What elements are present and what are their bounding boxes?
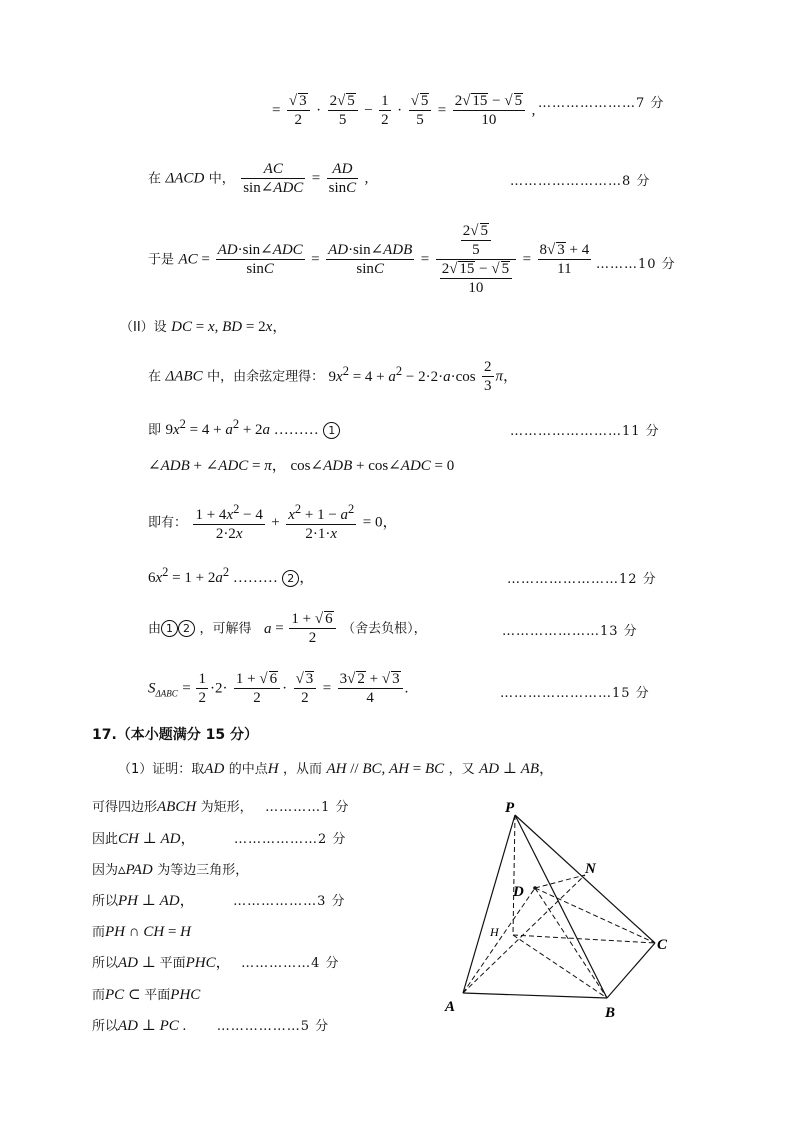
part2-setup: （II）设 DC = x, BD = 2x， xyxy=(120,319,288,335)
q17-title: 17.（本小题满分 15 分） xyxy=(92,727,259,743)
score-mark-7: …………………7 分 xyxy=(538,96,665,111)
vertex-label-c: C xyxy=(657,937,668,953)
circle-label-2: 2 xyxy=(282,570,299,587)
vertex-label-h: H xyxy=(490,925,499,939)
proof-line-3: 因为▵PAD 为等边三角形， xyxy=(92,862,249,878)
vertex-label-a: A xyxy=(445,999,456,1015)
proof-line-7: 而PC ⊂ 平面PHC xyxy=(92,987,201,1003)
score-mark-13: …………………13 分 xyxy=(502,624,638,639)
text-in-acd: 在 xyxy=(148,171,162,187)
solve-line: 由 1 2 ，可解得 a = $\frac{1 + √ 6}{2}$ （舍去负根）， xyxy=(148,611,427,646)
equation-1: 即 $9x^2 = 4 + a^2 + 2a$ ……… 1 xyxy=(148,418,340,439)
q17-line-1: （1）证明：取AD 的中点H ，从而 AH // BC, AH = BC ，又 AD ⊥ AB， xyxy=(118,761,555,777)
circle-label-1: 1 xyxy=(323,422,340,439)
equation-line-8: 在 ΔACD 中， $\frac{AC}{\text{sin∠ADC}}$ = $\frac{AD}{\sin C}$ , xyxy=(148,161,369,196)
pyramid-figure xyxy=(435,795,695,1025)
angle-sum-line: ∠ADB + ∠ADC = π， cos∠ADB + cos∠ADC = 0 xyxy=(148,458,455,474)
vertex-label-p: P xyxy=(505,800,515,816)
equation-2: $6x^2 = 1 + 2a^2$ ……… 2 ， xyxy=(148,565,315,586)
vertex-label-n: N xyxy=(585,861,596,877)
cosine-law-line: 在 ΔABC 中，由余弦定理得： $9x^2 = 4 + a^2 - 2\cdot 2\cdot a\cdot\cos$ $\frac{2}{3}$ π， xyxy=(148,359,519,394)
area-line: $S_{\Delta ABC}$ = $\frac{1}{2}$ ·2· $\frac{1 + √ 6}{2}$ · $\frac{√ 3}{2}$ = $\frac{3√ 2 + √ 3}{4}$ . xyxy=(148,671,409,706)
proof-line-6: 所以AD ⊥ 平面PHC， ……………4 分 xyxy=(92,955,340,971)
score-mark-8: ……………………8 分 xyxy=(510,174,651,189)
vertex-label-b: B xyxy=(605,1005,616,1021)
vertex-label-d: D xyxy=(513,884,524,900)
proof-line-5: 而PH ∩ CH = H xyxy=(92,924,192,940)
proof-line-8: 所以AD ⊥ PC . ………………5 分 xyxy=(92,1018,330,1034)
proof-line-2: 因此CH ⊥ AD， ………………2 分 xyxy=(92,831,347,847)
proof-line-4: 所以PH ⊥ AD， ………………3 分 xyxy=(92,893,346,909)
equation-line-10: 于是 AC = $\frac{\text{AD·sin∠ADC}}{\sin C}$ = $\frac{\text{AD·sin∠ADB}}{\sin C}$ = $\frac{\frac{2√ 5}{5}}{\frac{2√ 15 - √ 5}{10}}$ = $\frac{8√ 3 + 4}{11}$ xyxy=(148,223,590,296)
score-mark-15: ……………………15 分 xyxy=(500,686,650,701)
score-mark-12: ……………………12 分 xyxy=(507,572,657,587)
score-mark-10: ………10 分 xyxy=(596,257,676,272)
cos-sum-line: 即有： $\frac{1 + 4x^2 - 4}{2\cdot 2x}$ + $\frac{x^2 + 1 - a^2}{2\cdot 1\cdot x}$ = 0， xyxy=(148,502,398,542)
proof-line-1: 可得四边形ABCH 为矩形， …………1 分 xyxy=(92,799,350,815)
equation-line-7: = $\frac{√ 3}{2}$ · $\frac{2√ 5}{5}$ − $\frac{1}{2}$ · $\frac{√ 5}{5}$ = $\frac{2√ 15 - √ 5}{10}$ , xyxy=(272,93,536,128)
score-mark-11: ……………………11 分 xyxy=(510,424,660,439)
